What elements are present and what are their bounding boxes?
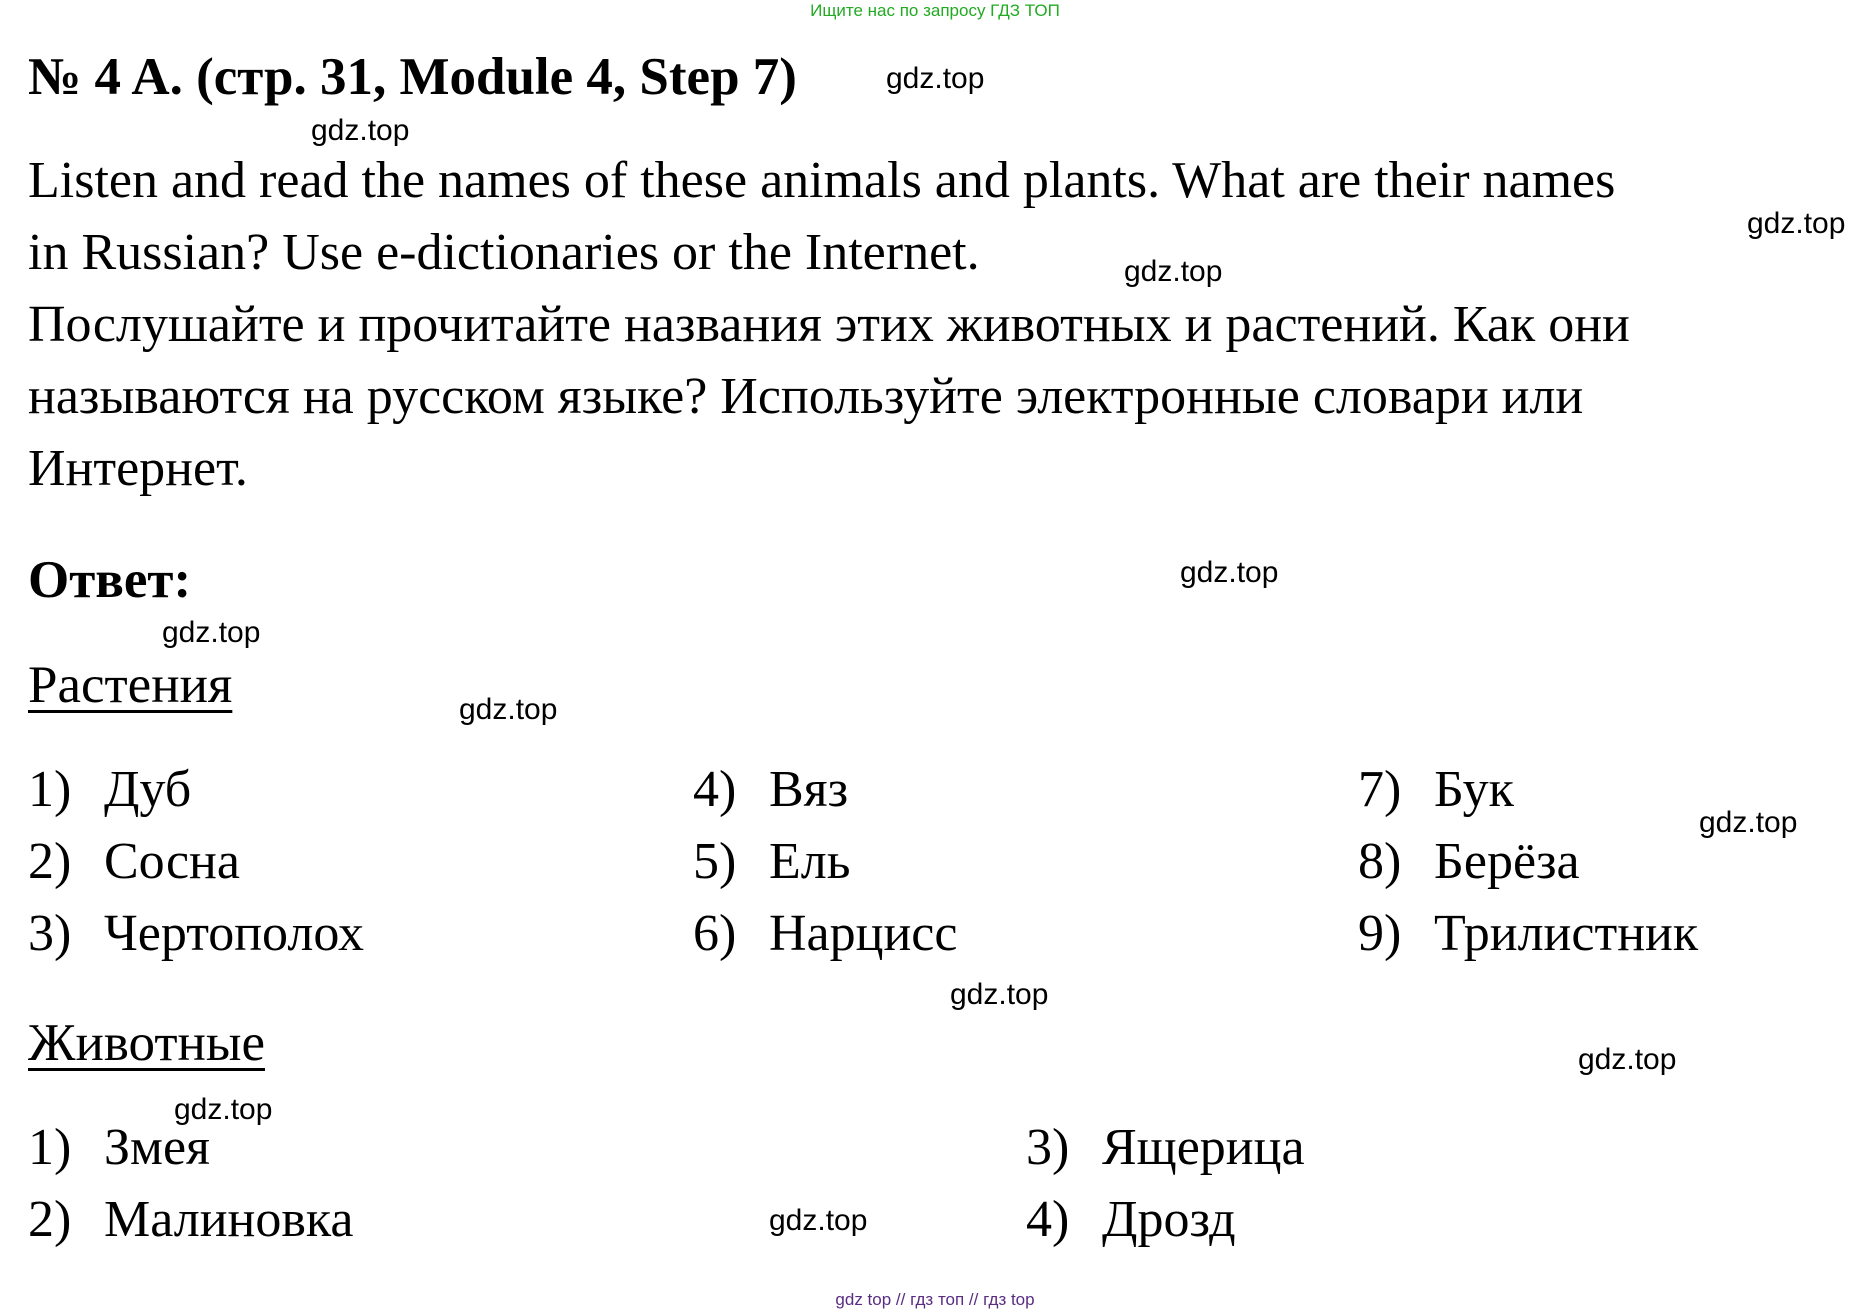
task-text-ru-line-1: Послушайте и прочитайте названия этих животных и растений. Как они [28, 296, 1630, 353]
watermark: gdz.top [162, 616, 261, 649]
watermark: gdz.top [769, 1204, 868, 1237]
task-text-en-line-2: in Russian? Use e-dictionaries or the Internet. [28, 224, 980, 281]
item-name: Трилистник [1434, 905, 1699, 962]
plant-item [28, 898, 364, 970]
item-name: Вяз [769, 761, 849, 818]
plant-item [693, 898, 957, 970]
plants-heading: Растения [28, 656, 233, 714]
plant-item [693, 754, 848, 826]
animal-item [1026, 1184, 1236, 1256]
task-title: № 4 A. (стр. 31, Module 4, Step 7) [28, 48, 797, 106]
item-number: 6) [693, 905, 737, 962]
answer-label: Ответ: [28, 551, 192, 609]
plant-item [1358, 826, 1580, 898]
item-name: Змея [104, 1119, 210, 1176]
animal-item [28, 1184, 354, 1256]
plant-item [28, 754, 191, 826]
item-name: Дрозд [1102, 1191, 1236, 1248]
watermark: gdz.top [459, 693, 558, 726]
plant-item [1358, 754, 1514, 826]
animals-heading: Животные [28, 1014, 265, 1072]
item-number: 2) [28, 1191, 72, 1248]
watermark: gdz.top [1124, 255, 1223, 288]
item-number: 2) [28, 833, 72, 890]
item-name: Берёза [1434, 833, 1580, 890]
item-number: 7) [1358, 761, 1402, 818]
item-number: 1) [28, 1119, 72, 1176]
task-text-ru-line-2: называются на русском языке? Используйте электронные словари или [28, 368, 1584, 425]
watermark: gdz.top [1578, 1043, 1677, 1076]
task-text-en-line-1: Listen and read the names of these animals and plants. What are their names [28, 152, 1616, 209]
watermark: gdz.top [1699, 806, 1798, 839]
item-number: 8) [1358, 833, 1402, 890]
plant-item [28, 826, 240, 898]
watermark: gdz.top [311, 114, 410, 147]
watermark: gdz.top [886, 62, 985, 95]
item-number: 4) [693, 761, 737, 818]
animal-item [1026, 1112, 1305, 1184]
item-number: 9) [1358, 905, 1402, 962]
task-text-ru-line-3: Интернет. [28, 440, 248, 497]
watermark: gdz.top [1747, 207, 1846, 240]
plant-item [1358, 898, 1698, 970]
item-number: 3) [1026, 1119, 1070, 1176]
watermark: gdz.top [950, 978, 1049, 1011]
item-number: 5) [693, 833, 737, 890]
item-name: Ель [769, 833, 851, 890]
top-banner: Ищите нас по запросу ГДЗ ТОП [810, 1, 1060, 20]
item-name: Сосна [104, 833, 240, 890]
item-name: Дуб [104, 761, 192, 818]
item-name: Ящерица [1102, 1119, 1305, 1176]
plant-item [693, 826, 850, 898]
bottom-banner: gdz top // гдз топ // гдз top [835, 1290, 1035, 1309]
item-number: 4) [1026, 1191, 1070, 1248]
item-name: Малиновка [104, 1191, 354, 1248]
item-name: Чертополох [104, 905, 365, 962]
watermark: gdz.top [174, 1093, 273, 1126]
item-number: 3) [28, 905, 72, 962]
watermark: gdz.top [1180, 556, 1279, 589]
item-name: Бук [1434, 761, 1514, 818]
item-number: 1) [28, 761, 72, 818]
item-name: Нарцисс [769, 905, 958, 962]
